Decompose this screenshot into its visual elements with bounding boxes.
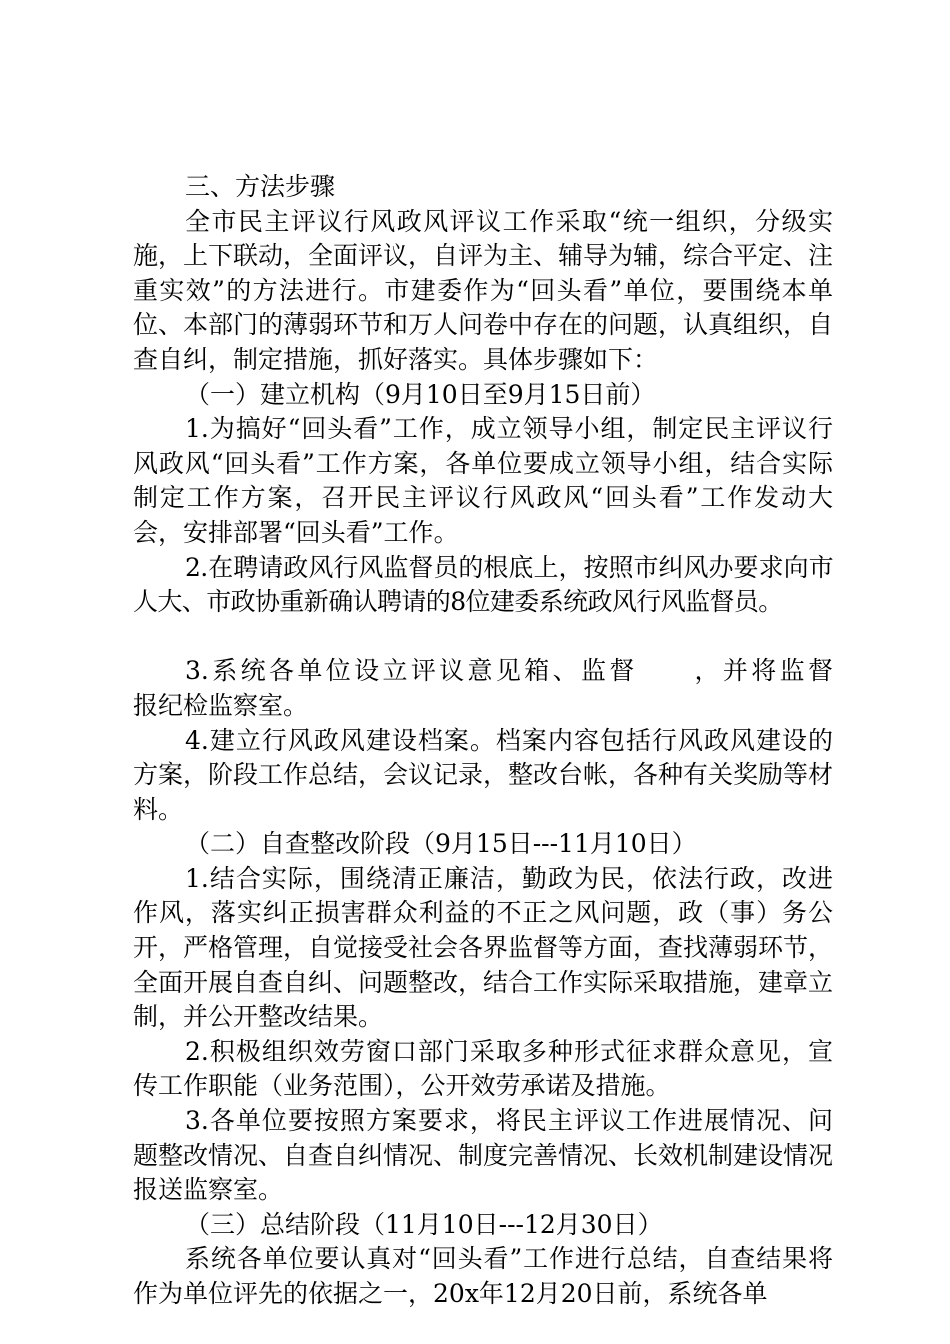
section-heading-methods: 三、方法步骤 <box>185 172 336 201</box>
paragraph-1-1: 1.为搞好“回头看”工作，成立领导小组，制定民主评议行风政风“回头看”工作方案，各单位要成立领导小组，结合实际制定工作方案，召开民主评议行风政风“回头看”工作发动大会，安排部署“回头看”工作。 <box>133 414 833 547</box>
blank-line <box>133 620 833 655</box>
paragraph-1-4: 4.建立行风政风建设档案。档案内容包括行风政风建设的方案，阶段工作总结，会议记录，整改台帐，各种有关奖励等材料。 <box>133 725 834 824</box>
subsection-heading-1: （一）建立机构（9月10日至9月15日前） <box>185 379 656 409</box>
subsection-heading-2: （二）自查整改阶段（9月15日---11月10日） <box>185 829 697 859</box>
paragraph-2-2: 2.积极组织效劳窗口部门采取多种形式征求群众意见，宣传工作职能（业务范围），公开效劳承诺及措施。 <box>133 1036 833 1101</box>
document-body <box>133 170 884 1312</box>
subsection-heading-3: （三）总结阶段（11月10日---12月30日） <box>185 1209 663 1239</box>
paragraph-2-3: 3.各单位要按照方案要求，将民主评议工作进展情况、问题整改情况、自查自纠情况、制度完善情况、长效机制建设情况报送监察室。 <box>133 1106 834 1205</box>
intro-paragraph: 全市民主评议行风政风评议工作采取“统一组织，分级实施，上下联动，全面评议，自评为主、辅导为辅，综合平定、注重实效”的方法进行。市建委作为“回头看”单位，要围绕本单位、本部门的薄弱环节和万人问卷中存在的问题，认真组织，自查自纠，制定措施，抓好落实。具体步骤如下： <box>133 206 834 374</box>
paragraph-1-2: 2.在聘请政风行风监督员的根底上，按照市纠风办要求向市人大、市政协重新确认聘请的8位建委系统政风行风监督员。 <box>133 552 833 617</box>
paragraph-3-1: 系统各单位要认真对“回头看”工作进行总结，自查结果将作为单位评先的依据之一，20x年12月20日前，系统各单 <box>133 1244 833 1308</box>
paragraph-1-3: 3.系统各单位设立评议意见箱、监督 ，并将监督 报纪检监察室。 <box>133 656 884 720</box>
paragraph-2-1: 1.结合实际，围绕清正廉洁，勤政为民，依法行政，改进作风，落实纠正损害群众利益的不正之风问题，政（事）务公开，严格管理，自觉接受社会各界监督等方面，查找薄弱环节，全面开展自查自纠、问题整改，结合工作实际采取措施，建章立制，并公开整改结果。 <box>133 863 834 1032</box>
